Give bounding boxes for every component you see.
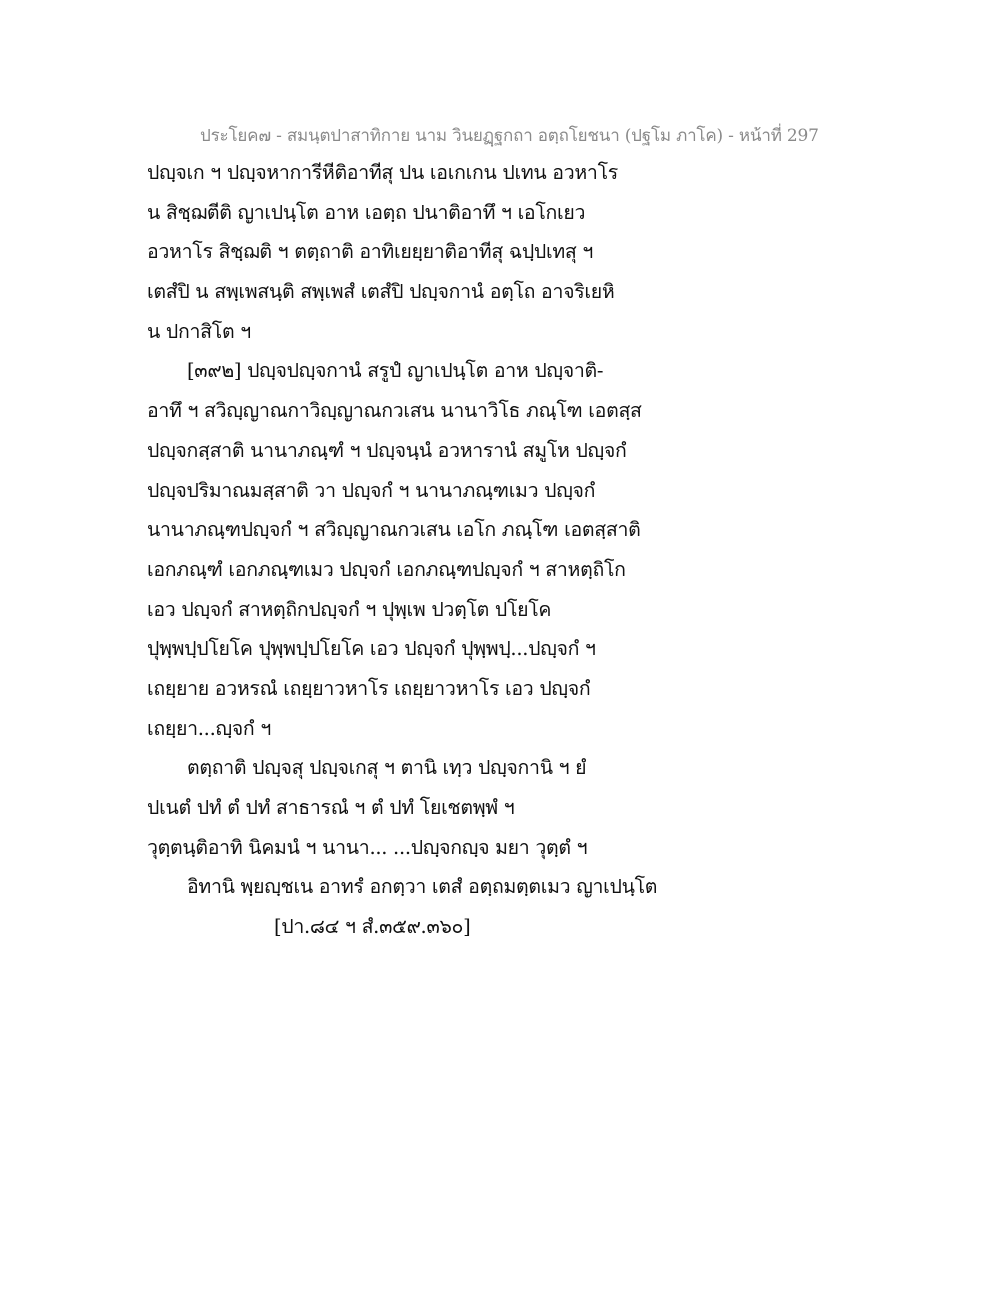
text-line: อวหาโร สิชฺฌติ ฯ ตตฺถาติ อาทิเยยฺยาติอาทีสุ ฉปฺปเทสุ ฯ — [147, 240, 594, 264]
text-line: อาทึ ฯ สวิญฺญาณกาวิญฺญาณกวเสน นานาวิโธ ภณฺโฑ เอตสฺส — [147, 399, 642, 423]
body-text — [147, 158, 658, 952]
text-line: เตสํปิ น สพฺเพสนฺติ สพฺเพสํ เตสํปิ ปญฺจกานํ อตฺโถ อาจริเยหิ — [147, 280, 615, 304]
paragraph-start-line: [๓๙๒] ปญฺจปญฺจกานํ สรูปํ ญาเปนฺโต อาห ปญฺจาติ- — [187, 359, 604, 383]
paragraph-start-line: อิทานิ พฺยญฺชเน อาทรํ อกตฺวา เตสํ อตฺถมตฺตเมว ญาเปนฺโต — [187, 875, 658, 899]
text-line: ปุพฺพปฺปโยโค ปุพฺพปฺปโยโค เอว ปญฺจกํ ปุพฺพปฺ...ปญฺจกํ ฯ — [147, 637, 596, 661]
text-line: น ปกาสิโต ฯ — [147, 319, 251, 343]
text-line: ปญฺจกสฺสาติ นานาภณฺฑํ ฯ ปญฺจนฺนํ อวหารานํ สมูโห ปญฺจกํ — [147, 438, 627, 462]
paragraph-start-line: ตตฺถาติ ปญฺจสุ ปญฺจเกสุ ฯ ตานิ เทฺว ปญฺจกานิ ฯ ยํ — [187, 756, 587, 780]
text-line: น สิชฺฌตีติ ญาเปนฺโต อาห เอตฺถ ปนาติอาทึ ฯ เอโกเยว — [147, 200, 586, 224]
running-header: ประโยค๗ - สมนฺตปาสาทิกาย นาม วินยฏฺฐกถา อตฺถโยชนา (ปฐโม ภาโค) - หน้าที่ 297 — [200, 126, 819, 146]
text-line: ปญฺจเก ฯ ปญฺจหาการีหีติอาทีสุ ปน เอเกเกน ปเทน อวหาโร — [147, 161, 618, 184]
text-line: นานาภณฺฑปญฺจกํ ฯ สวิญฺญาณกวเสน เอโก ภณฺโฑ เอตสฺสาติ — [147, 518, 641, 542]
text-line: ปญฺจปริมาณมสฺสาติ วา ปญฺจกํ ฯ นานาภณฺฑเมว ปญฺจกํ — [147, 478, 596, 502]
text-line: เอว ปญฺจกํ สาหตฺถิกปญฺจกํ ฯ ปุพฺเพ ปวตฺโต ปโยโค — [147, 597, 552, 621]
reference-citation: [ปา.๘๔ ฯ สํ.๓๕๙.๓๖๐] — [274, 915, 471, 939]
text-line: เถยฺยาย อวหรณํ เถยฺยาวหาโร เถยฺยาวหาโร เอว ปญฺจกํ — [147, 676, 591, 700]
text-line: วุตฺตนฺติอาทิ นิคมนํ ฯ นานา... ...ปญฺจกญฺจ มยา วุตฺตํ ฯ — [147, 835, 588, 859]
text-line: ปเนตํ ปทํ ตํ ปทํ สาธารณํ ฯ ตํ ปทํ โยเชตพฺพํ ฯ — [147, 796, 515, 819]
text-line: เถยฺยา...ญฺจกํ ฯ — [147, 716, 271, 740]
text-line: เอกภณฺฑํ เอกภณฺฑเมว ปญฺจกํ เอกภณฺฑปญฺจกํ ฯ สาหตฺถิโก — [147, 557, 626, 581]
